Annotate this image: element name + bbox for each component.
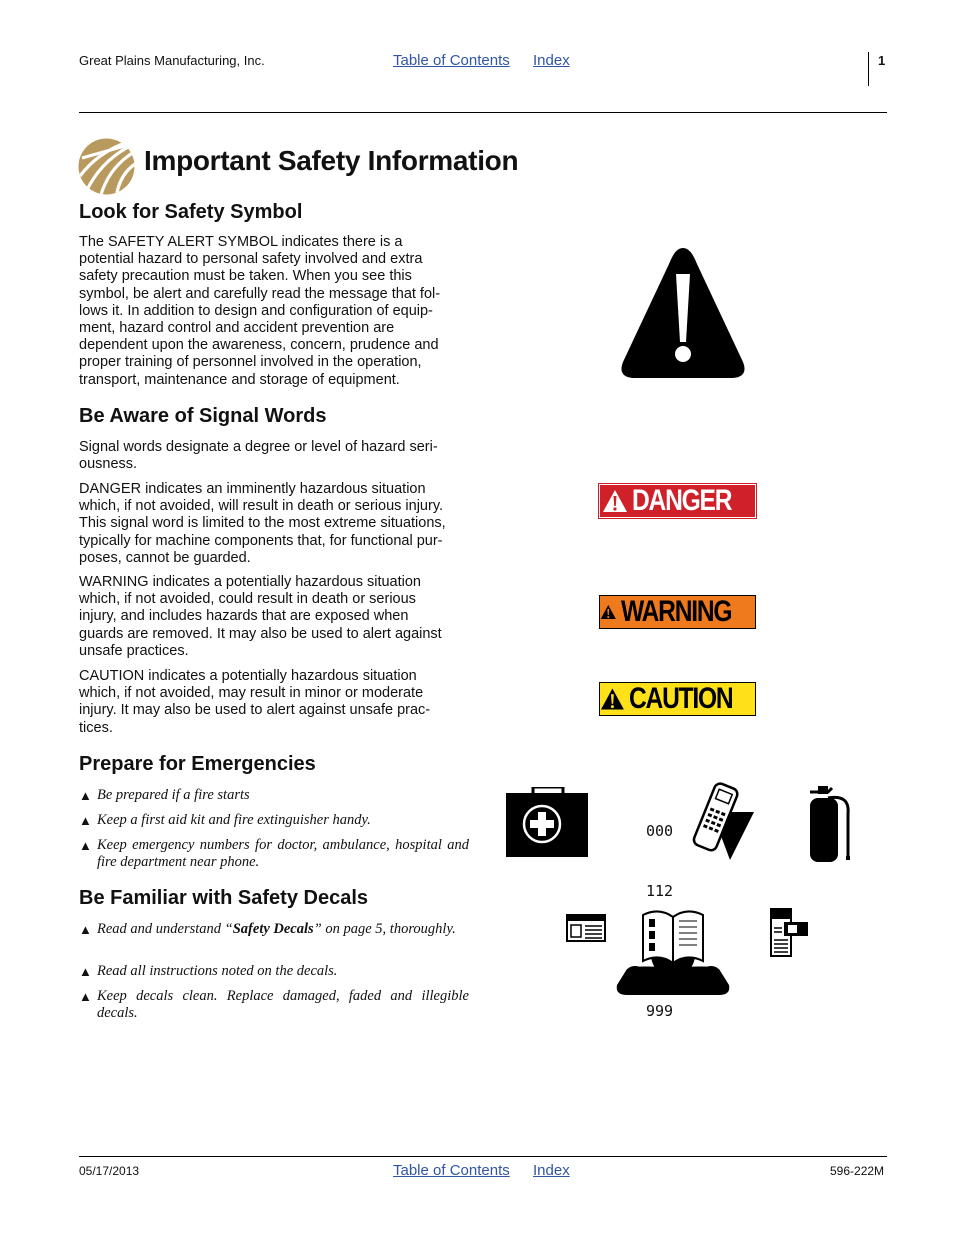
text-line: injury. It may also be used to alert against unsafe prac-: [79, 702, 431, 719]
text-line: WARNING indicates a potentially hazardous situation: [79, 574, 421, 590]
safety-decals-reference: Safety Decals: [232, 921, 314, 937]
danger-description: [79, 481, 471, 567]
text-line: lows it. In addition to design and configuration of equip-: [79, 302, 433, 319]
danger-sign-label: DANGER: [631, 484, 732, 517]
bullet-text: ” on page 5, thoroughly.: [313, 921, 456, 937]
bullet-text: Keep a first aid kit and fire extinguisher handy.: [97, 812, 371, 828]
text-line: guards are removed. It may also be used to alert against: [79, 625, 442, 642]
heading-emergencies: Prepare for Emergencies: [79, 753, 316, 775]
text-line: This signal word is limited to the most extreme situations,: [79, 515, 446, 532]
bullet-triangle-icon: ▲: [79, 788, 92, 803]
text-line: potential hazard to personal safety involved and extra: [79, 251, 423, 268]
list-item: [79, 988, 469, 1022]
footer-toc-link[interactable]: Table of Contents: [393, 1162, 510, 1179]
page-number-bar: [868, 52, 869, 86]
page-number: 1: [878, 53, 886, 68]
text-line: symbol, be alert and carefully read the message that fol-: [79, 285, 441, 302]
emergency-number: 000: [646, 822, 674, 840]
text-line: transport, maintenance and storage of equipment.: [79, 371, 400, 388]
footer-index-link[interactable]: Index: [533, 1162, 570, 1179]
text-line: unsafe practices.: [79, 642, 189, 659]
emergency-number: 999: [646, 1002, 674, 1020]
page-title: Important Safety Information: [144, 145, 519, 176]
fire-extinguisher-icon: [806, 784, 854, 864]
warning-sign-label: WARNING: [620, 595, 731, 628]
text-line: dependent upon the awareness, concern, prudence and: [79, 337, 439, 354]
bullet-triangle-icon: ▲: [79, 838, 92, 853]
list-item: [79, 812, 469, 829]
text-line: The SAFETY ALERT SYMBOL indicates there is a: [79, 234, 403, 250]
signal-words-intro: [79, 439, 471, 473]
text-line: DANGER indicates an imminently hazardous situation: [79, 481, 426, 497]
first-aid-kit-icon: [505, 787, 591, 859]
alert-triangle-icon: [600, 687, 625, 711]
bullet-triangle-icon: ▲: [79, 813, 92, 828]
heading-safety-symbol: Look for Safety Symbol: [79, 201, 303, 223]
bullet-text: Keep emergency numbers for doctor, ambulance, hospital and fire department near phone.: [97, 837, 469, 870]
warning-description: [79, 574, 471, 660]
read-manual-icon: [613, 903, 733, 997]
list-item: [79, 837, 469, 871]
footer-date: 05/17/2013: [79, 1164, 140, 1178]
text-line: proper training of personnel involved in the operation,: [79, 354, 422, 371]
header-index-link[interactable]: Index: [533, 52, 570, 69]
text-line: Signal words designate a degree or level of hazard seri-: [79, 439, 438, 455]
logo-icon: [78, 138, 135, 195]
bullet-text: Read and understand “: [97, 921, 233, 937]
phone-icon: [690, 780, 756, 862]
footer-rule: [79, 1156, 887, 1157]
header-company: Great Plains Manufacturing, Inc.: [79, 53, 265, 68]
alert-triangle-icon: [602, 489, 628, 513]
text-line: CAUTION indicates a potentially hazardous situation: [79, 668, 417, 684]
bullet-text: Be prepared if a fire starts: [97, 787, 250, 803]
text-line: ousness.: [79, 456, 138, 473]
bullet-triangle-icon: ▲: [79, 989, 92, 1004]
list-item: [79, 963, 469, 980]
text-line: which, if not avoided, could result in death or serious: [79, 591, 416, 608]
alert-triangle-icon: [600, 600, 617, 624]
decal-icon: [770, 908, 810, 958]
emergency-number: 112: [646, 882, 674, 900]
header-rule: [79, 112, 887, 113]
bullet-text: Read all instructions noted on the decals.: [97, 963, 338, 979]
text-line: ment, hazard control and accident prevention are: [79, 320, 395, 337]
warning-sign: [599, 595, 756, 629]
text-line: which, if not avoided, will result in death or serious injury.: [79, 498, 444, 515]
bullet-triangle-icon: ▲: [79, 964, 92, 979]
caution-description: [79, 668, 471, 737]
list-item: [79, 921, 469, 938]
safety-alert-icon: [619, 244, 747, 380]
text-line: typically for machine components that, for functional pur-: [79, 532, 443, 549]
text-line: tices.: [79, 719, 113, 736]
danger-sign: [599, 484, 756, 518]
heading-decals: Be Familiar with Safety Decals: [79, 887, 369, 909]
footer-doc-number: 596-222M: [830, 1164, 885, 1178]
decal-icon: [566, 914, 606, 942]
text-line: poses, cannot be guarded.: [79, 549, 251, 566]
text-line: injury, and includes hazards that are exposed when: [79, 608, 409, 625]
bullet-text: Keep decals clean. Replace damaged, faded and illegible decals.: [97, 988, 469, 1021]
caution-sign-label: CAUTION: [628, 682, 733, 715]
text-line: safety precaution must be taken. When you see this: [79, 268, 412, 285]
safety-symbol-text: [79, 234, 471, 389]
caution-sign: [599, 682, 756, 716]
text-line: which, if not avoided, may result in minor or moderate: [79, 685, 424, 702]
header-toc-link[interactable]: Table of Contents: [393, 52, 510, 69]
bullet-triangle-icon: ▲: [79, 922, 92, 937]
heading-signal-words: Be Aware of Signal Words: [79, 405, 327, 427]
list-item: [79, 787, 469, 804]
